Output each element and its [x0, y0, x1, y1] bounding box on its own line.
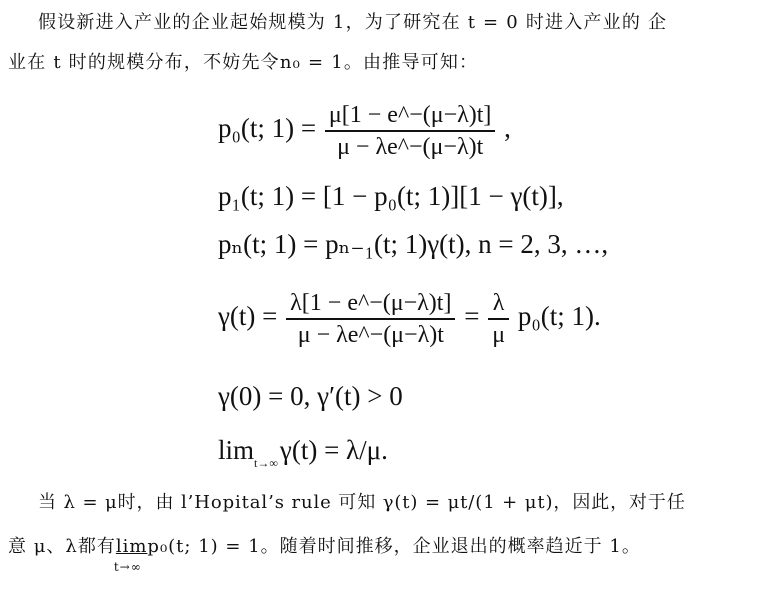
paragraph-2-line-1: 当 λ = μ时，由 l’Hopital’s rule 可知 γ(t) = μt/(1 + μt)，因此，对于任 — [38, 492, 686, 513]
equation-gamma-zero: γ(0) = 0, γ′(t) > 0 — [218, 381, 403, 411]
equation-lambda-over-mu — [488, 288, 509, 350]
paragraph-1-line-2: 业在 t 时的规模分布，不妨先令n₀ = 1。由推导可知： — [8, 52, 479, 73]
inline-limit — [113, 536, 148, 574]
equation-gamma-numerator: λ[1 − e^−(μ−λ)t] — [290, 290, 452, 316]
equation-gamma-lhs: γ(t) = — [218, 301, 278, 331]
limit-rest: γ(t) = λ/μ. — [279, 435, 388, 465]
paragraph-1-line-1: 假设新进入产业的企业起始规模为 1，为了研究在 t = 0 时进入产业的 企 — [38, 12, 668, 33]
equation-mu: μ — [492, 321, 506, 348]
equation-p0 — [218, 100, 511, 162]
equation-p1: p₁(t; 1) = [1 − p₀(t; 1)][1 − γ(t)], — [218, 181, 564, 211]
equation-pn: pₙ(t; 1) = pₙ₋₁(t; 1)γ(t), n = 2, 3, …, — [218, 229, 609, 259]
equation-p0-fraction — [325, 100, 496, 162]
paragraph-2-line-2 — [8, 536, 641, 574]
equation-p0-tail: , — [504, 113, 511, 143]
equation-lambda: λ — [492, 290, 505, 316]
equation-gamma-tail: p₀(t; 1). — [517, 301, 601, 331]
equation-gamma — [218, 288, 601, 350]
equation-gamma-fraction — [286, 288, 455, 350]
equation-p0-denominator: μ − λe^−(μ−λ)t — [337, 133, 484, 160]
equation-p0-numerator: μ[1 − e^−(μ−λ)t] — [328, 102, 492, 128]
paragraph-2-line-2-end: p₀(t; 1) = 1。随着时间推移，企业退出的概率趋近于 1。 — [147, 536, 641, 557]
equation-gamma-denominator: μ − λe^−(μ−λ)t — [297, 321, 444, 348]
equation-gamma-mid: = — [464, 301, 480, 331]
inline-limit-word: lim — [115, 536, 148, 557]
equation-limit — [218, 434, 388, 479]
limit-word: lim — [218, 435, 255, 465]
inline-limit-subscript: t→∞ — [113, 560, 142, 574]
paragraph-2-line-2-start: 意 μ、λ都有 — [8, 536, 116, 557]
equation-p0-lhs: p₀(t; 1) = — [218, 113, 317, 143]
limit-subscript: t→∞ — [254, 456, 278, 470]
